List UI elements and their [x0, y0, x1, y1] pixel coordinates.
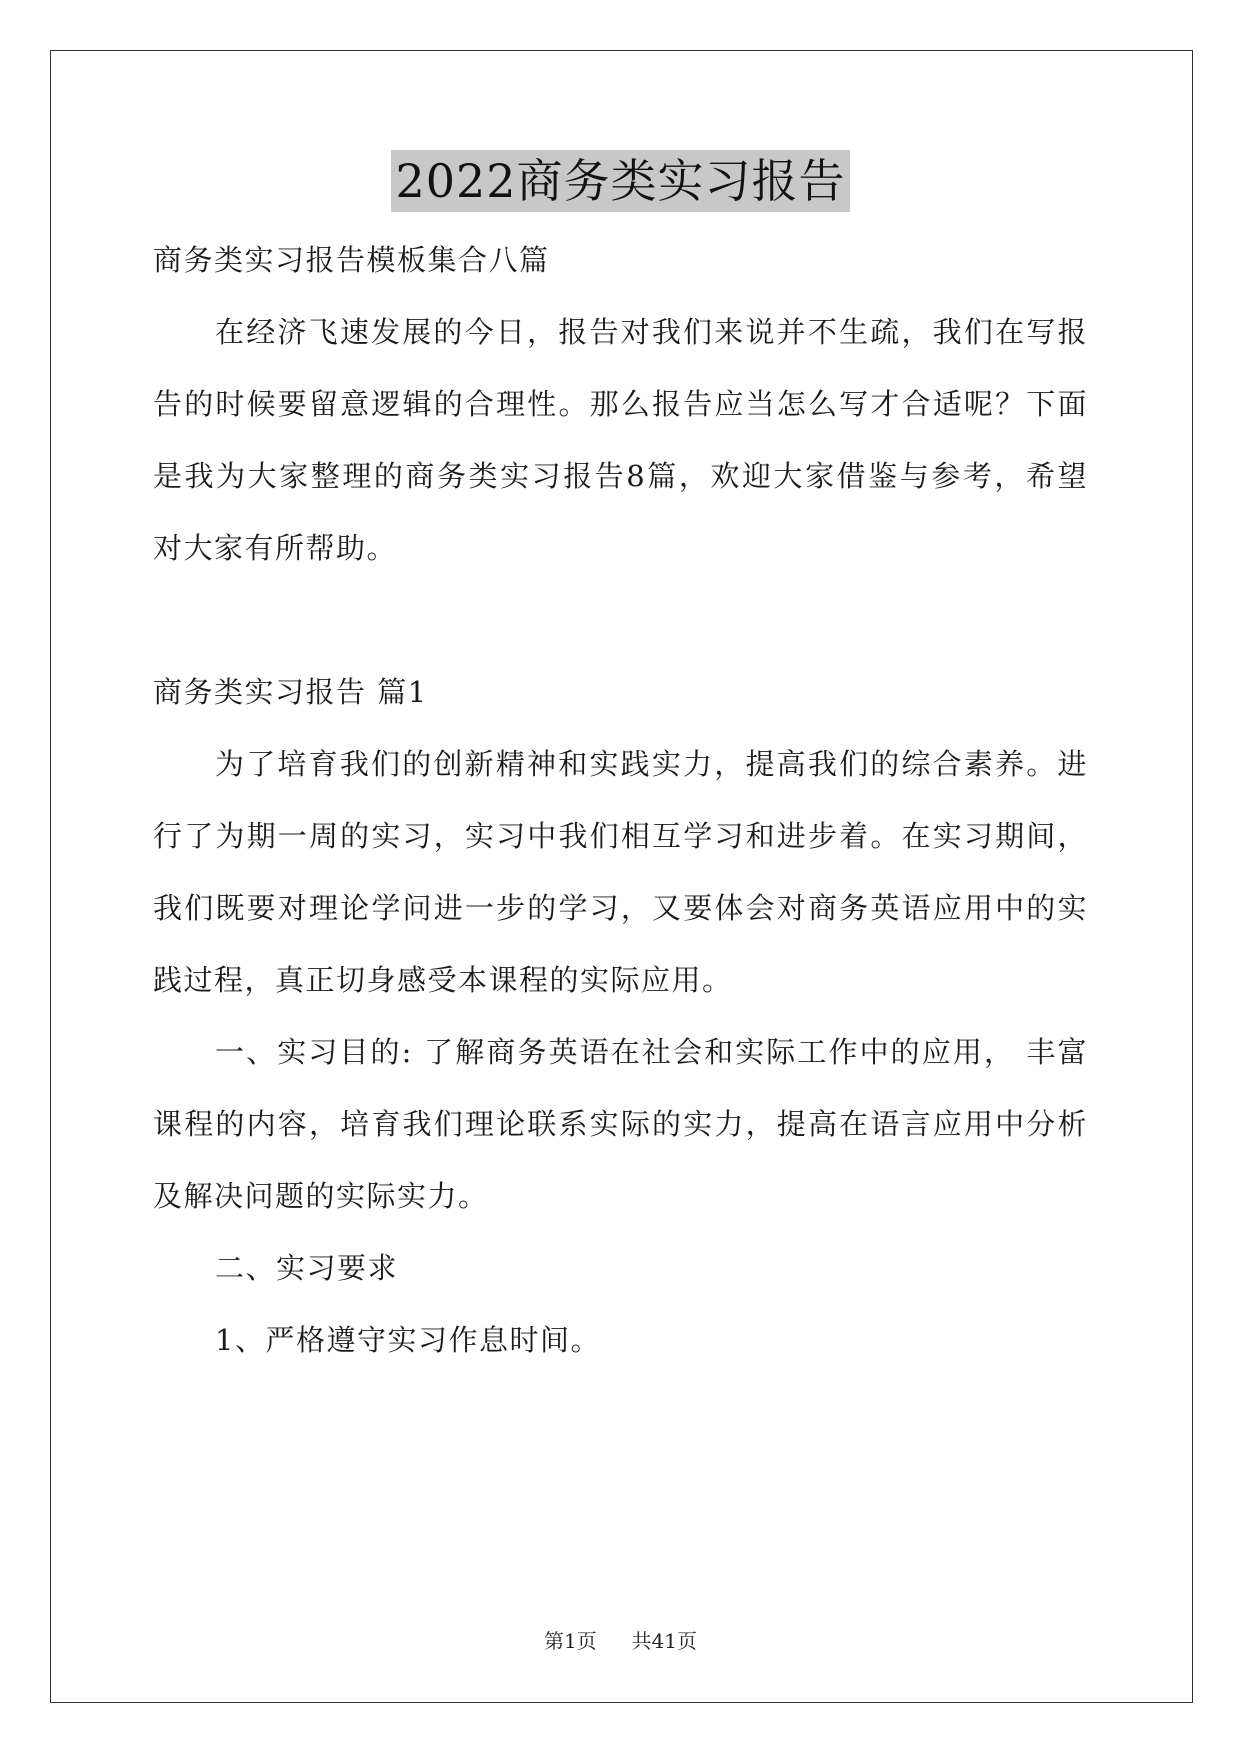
- intro-line-3: 是我为大家整理的商务类实习报告8篇，欢迎大家借鉴与参考，希望: [153, 459, 1088, 493]
- section-heading: 商务类实习报告 篇1: [153, 675, 428, 709]
- section-paragraph-2-line-2: 课程的内容，培育我们理论联系实际的实力，提高在语言应用中分析: [153, 1107, 1088, 1141]
- intro-line-1: 在经济飞速发展的今日，报告对我们来说并不生疏，我们在写报: [215, 315, 1088, 349]
- section-paragraph-1-line-1: 为了培育我们的创新精神和实践实力，提高我们的综合素养。进: [215, 747, 1088, 781]
- intro-line-2: 告的时候要留意逻辑的合理性。那么报告应当怎么写才合适呢？下面: [153, 387, 1088, 421]
- document-subtitle: 商务类实习报告模板集合八篇: [153, 243, 550, 277]
- page-border: [50, 50, 1193, 1703]
- section-paragraph-2-line-1: 一、实习目的: 了解商务英语在社会和实际工作中的应用， 丰富: [215, 1035, 1088, 1069]
- requirement-item-1: 1、严格遵守实习作息时间。: [215, 1323, 601, 1357]
- page-number-total: 共41页: [631, 1629, 697, 1653]
- document-title: 2022商务类实习报告: [391, 150, 849, 212]
- page-number-current: 第1页: [544, 1629, 597, 1653]
- intro-line-4: 对大家有所帮助。: [153, 531, 398, 565]
- page-footer: [0, 1628, 1241, 1654]
- section-paragraph-1-line-3: 我们既要对理论学问进一步的学习，又要体会对商务英语应用中的实: [153, 891, 1088, 925]
- section-paragraph-2-line-3: 及解决问题的实际实力。: [153, 1179, 489, 1213]
- section-paragraph-1-line-2: 行了为期一周的实习，实习中我们相互学习和进步着。在实习期间，: [153, 819, 1088, 853]
- requirements-heading: 二、实习要求: [215, 1251, 399, 1285]
- section-paragraph-1-line-4: 践过程，真正切身感受本课程的实际应用。: [153, 963, 733, 997]
- title-container: [0, 150, 1241, 212]
